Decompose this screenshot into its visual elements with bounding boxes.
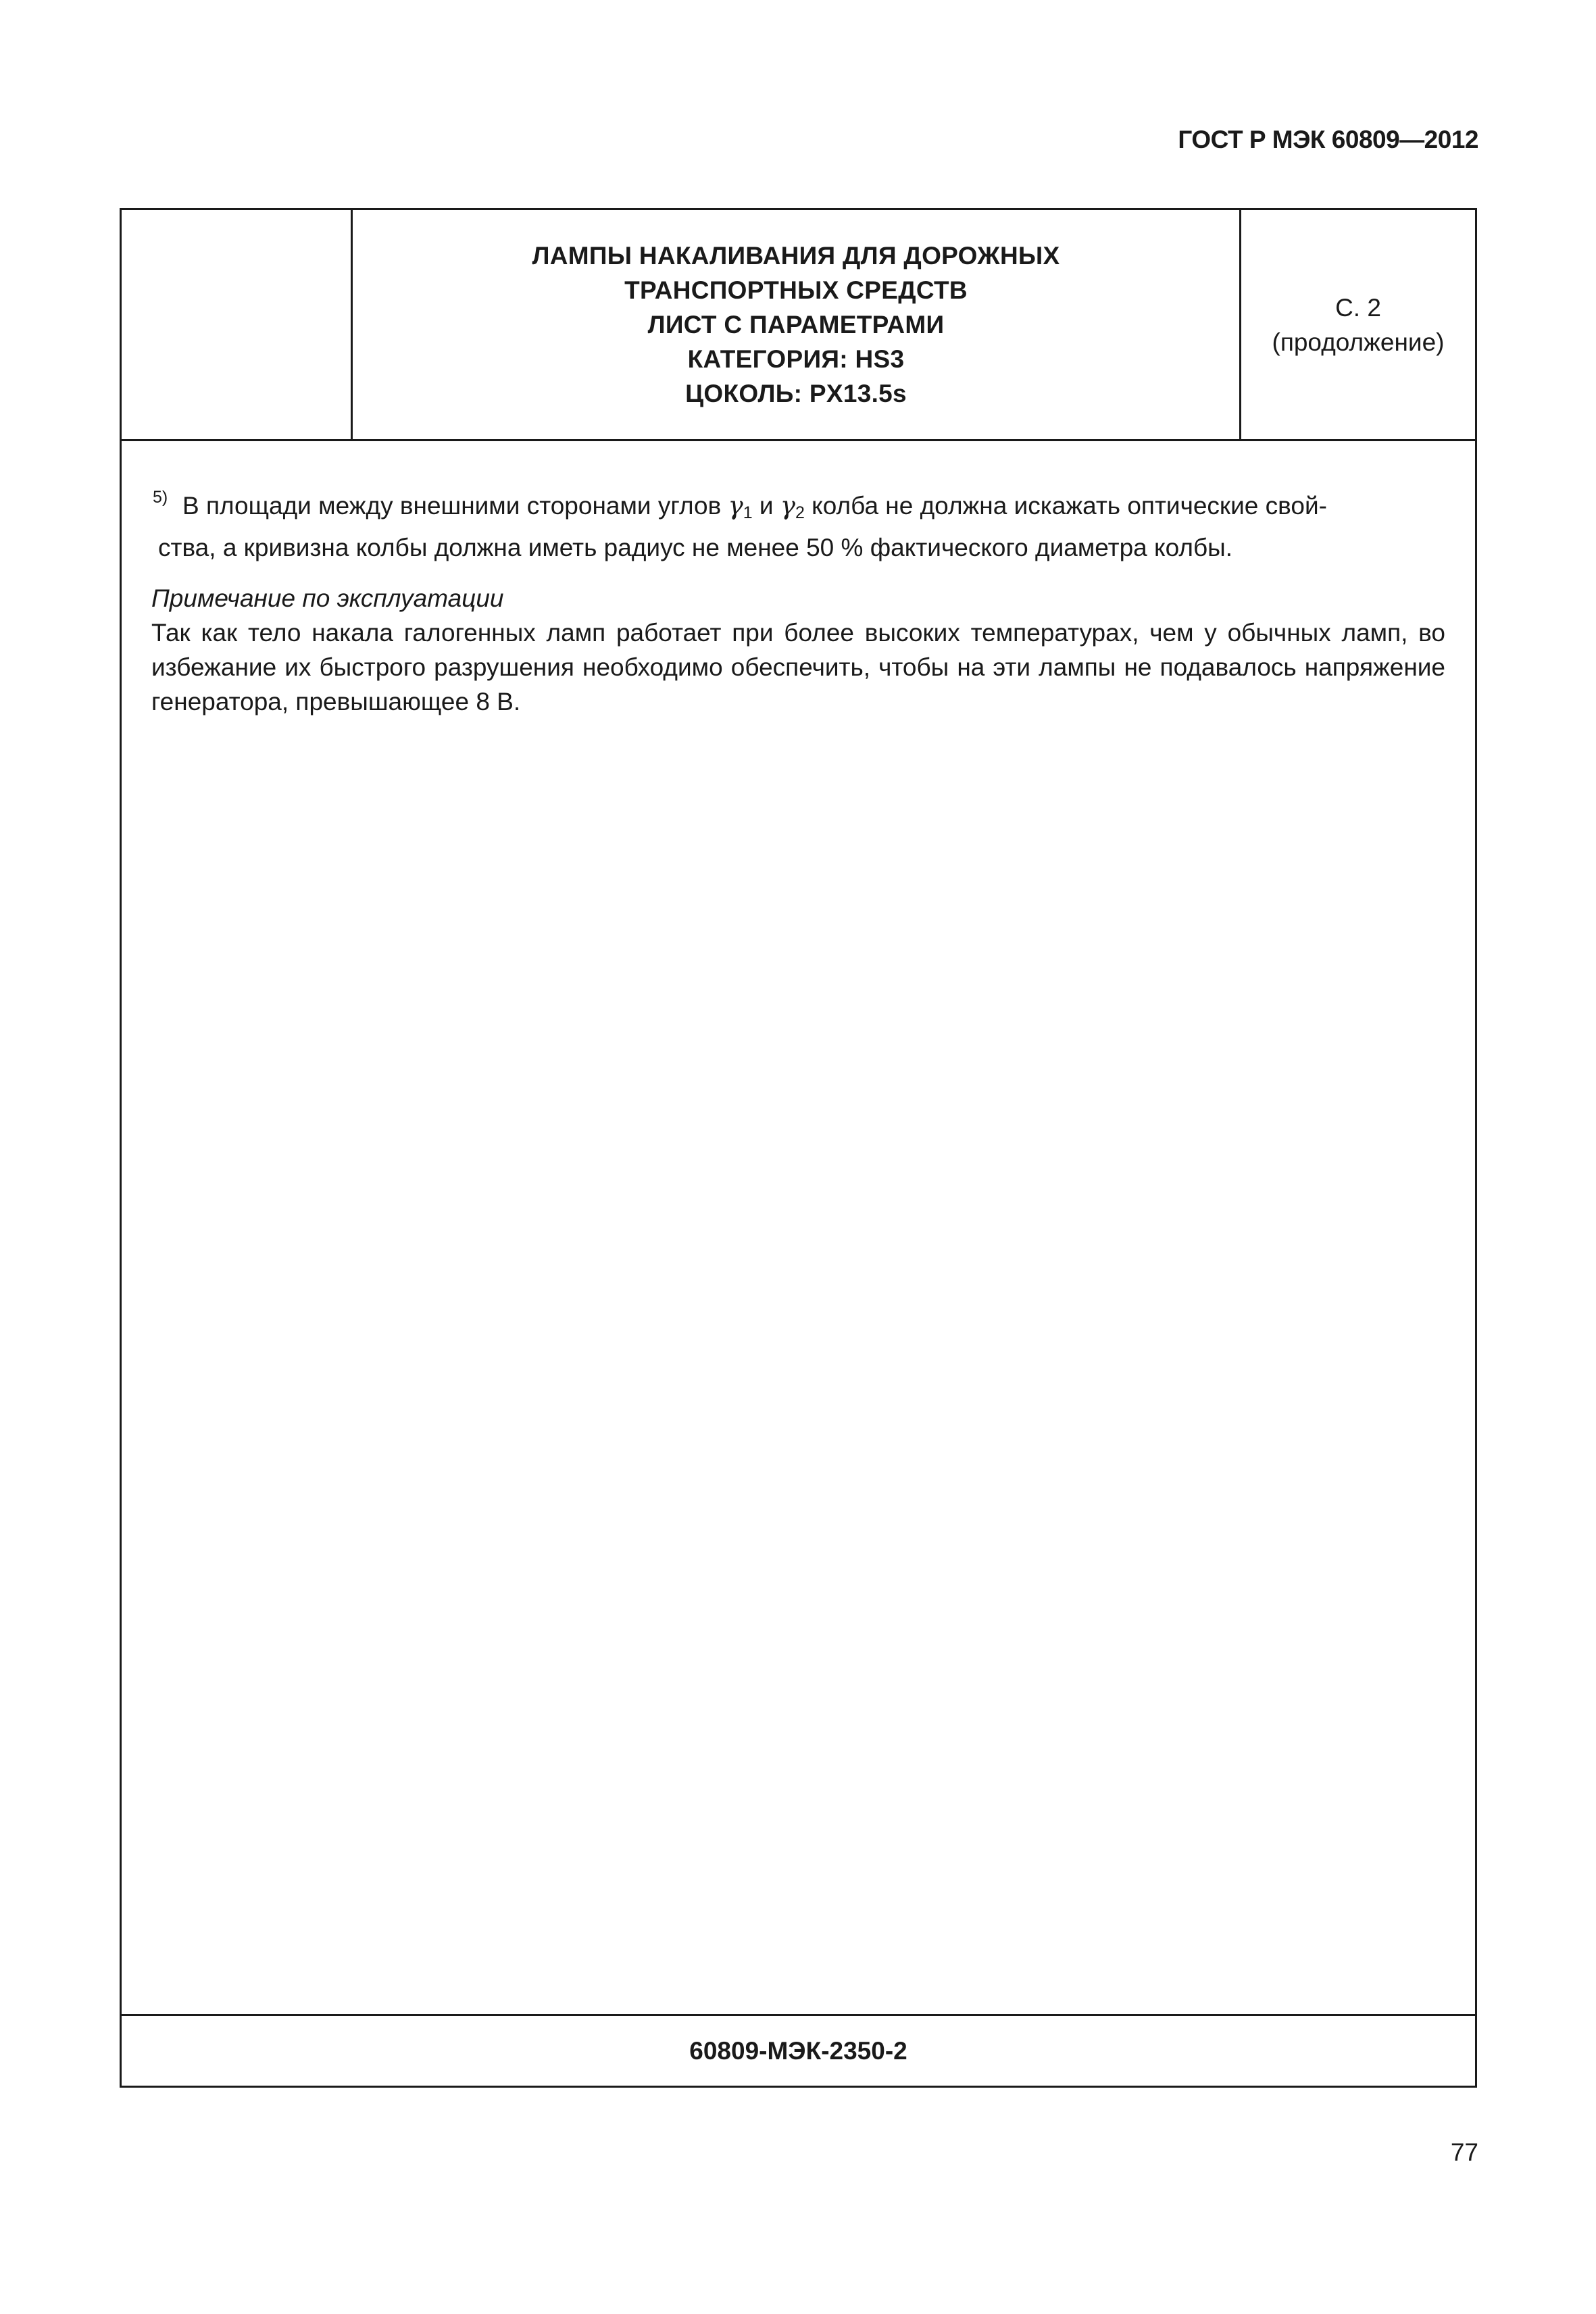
header-blank-cell: [122, 210, 353, 439]
title-line: ЛИСТ С ПАРАМЕТРАМИ: [647, 311, 945, 338]
subscript: 2: [795, 503, 805, 522]
subscript: 1: [743, 503, 753, 522]
title-line: ЛАМПЫ НАКАЛИВАНИЯ ДЛЯ ДОРОЖНЫХ: [532, 242, 1060, 270]
footnote-mark: 5): [153, 488, 168, 507]
footnote-text-part: и: [752, 492, 780, 520]
gamma-symbol: γ: [728, 491, 743, 520]
footnote-text-part: В площади между внешними сторонами углов: [182, 492, 728, 520]
standard-code: ГОСТ Р МЭК 60809—2012: [1178, 126, 1478, 153]
sheet-continuation-note: (продолжение): [1272, 328, 1445, 356]
footnote-text-part: колба не должна искажать оптические свой-: [804, 492, 1327, 520]
page-number: 77: [1450, 2138, 1478, 2166]
title-line: ТРАНСПОРТНЫХ СРЕДСТВ: [624, 276, 968, 304]
footnote-text-line2: ства, а кривизна колбы должна иметь радиус не менее 50 % фактического диаметра колбы.: [158, 534, 1233, 561]
sheet-body: [122, 441, 1475, 719]
footnote-text: [151, 488, 1445, 565]
usage-note-title: Примечание по эксплуатации: [151, 584, 504, 612]
sheet-header: [122, 210, 1475, 441]
sheet-label: С. 2: [1335, 293, 1381, 322]
parameter-sheet-frame: [120, 208, 1477, 2088]
gamma-symbol: γ: [780, 491, 795, 520]
usage-note-text: Так как тело накала галогенных ламп работает при более высоких температурах, чем у обычных ламп, во избежание их быстрого разрушения необходимо обеспечить, чтобы на эти лампы не подавалось напряжение генератора, превышающее 8 В.: [151, 619, 1445, 715]
sheet-footer: [122, 2014, 1475, 2086]
sheet-code: 60809-МЭК-2350-2: [689, 2036, 907, 2065]
footnote-5: [151, 488, 1445, 565]
header-sheet-cell: [1241, 210, 1475, 439]
title-line: ЦОКОЛЬ: PX13.5s: [685, 380, 907, 407]
title-line: КАТЕГОРИЯ: HS3: [687, 345, 905, 373]
header-title-cell: [353, 210, 1241, 439]
